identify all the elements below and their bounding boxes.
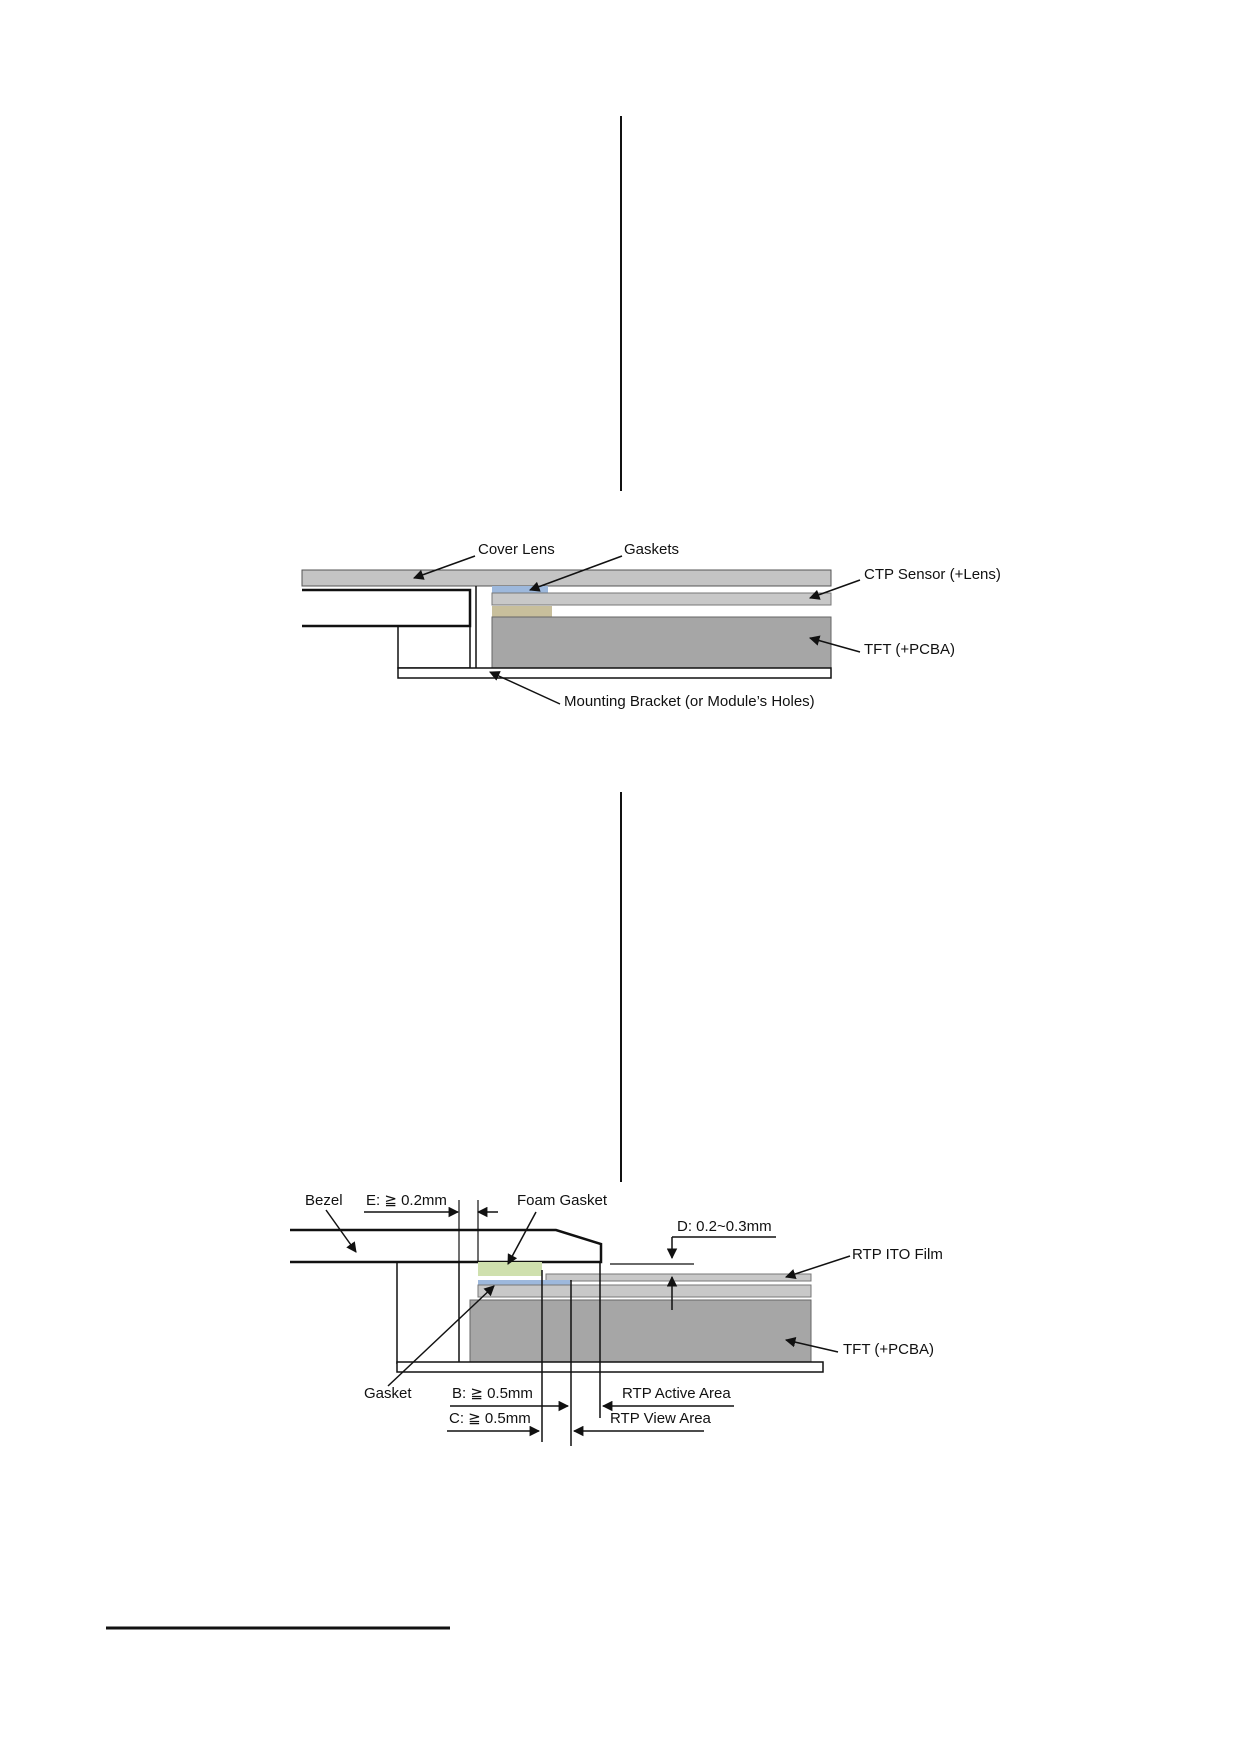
tft-panel-rtp	[470, 1300, 811, 1362]
rtp-view-area-label: RTP View Area	[610, 1410, 711, 1427]
tft-panel	[492, 617, 831, 668]
b-dim-label: B: ≧ 0.5mm	[452, 1385, 533, 1402]
cover-lens-label: Cover Lens	[478, 541, 555, 558]
housing-post	[398, 626, 470, 668]
mounting-base	[397, 1362, 823, 1372]
bezel-label: Bezel	[305, 1192, 343, 1209]
rtp-glass-layer	[478, 1285, 811, 1297]
foam-gasket-label: Foam Gasket	[517, 1192, 608, 1209]
mounting-bracket	[398, 668, 831, 678]
rtp-active-area-label: RTP Active Area	[622, 1385, 731, 1402]
gasket-label: Gasket	[364, 1385, 412, 1402]
e-dim-label: E: ≧ 0.2mm	[366, 1192, 447, 1209]
bracket-label: Mounting Bracket (or Module’s Holes)	[564, 693, 815, 710]
rtp-ito-film	[546, 1274, 811, 1281]
ctp-sensor-layer	[492, 593, 831, 605]
cover-lens	[302, 570, 831, 586]
c-dim-label: C: ≧ 0.5mm	[449, 1410, 531, 1427]
tft-label: TFT (+PCBA)	[864, 641, 955, 658]
rtp-mounting-diagram	[290, 1192, 943, 1446]
d-dim-label: D: 0.2~0.3mm	[677, 1218, 772, 1235]
gasket-blue-rtp	[478, 1280, 570, 1285]
bezel	[290, 1230, 601, 1262]
housing-wall	[302, 590, 470, 626]
gaskets-label: Gaskets	[624, 541, 680, 558]
ctp-mounting-diagram	[302, 541, 1001, 710]
ctp-sensor-label: CTP Sensor (+Lens)	[864, 566, 1001, 583]
rtp-ito-film-label: RTP ITO Film	[852, 1246, 943, 1263]
rtp-ito-film-arrow	[786, 1256, 850, 1277]
gasket-tan	[492, 606, 552, 617]
foam-gasket	[478, 1262, 542, 1276]
foam-gasket-arrow	[508, 1212, 536, 1264]
tft-label-rtp: TFT (+PCBA)	[843, 1341, 934, 1358]
